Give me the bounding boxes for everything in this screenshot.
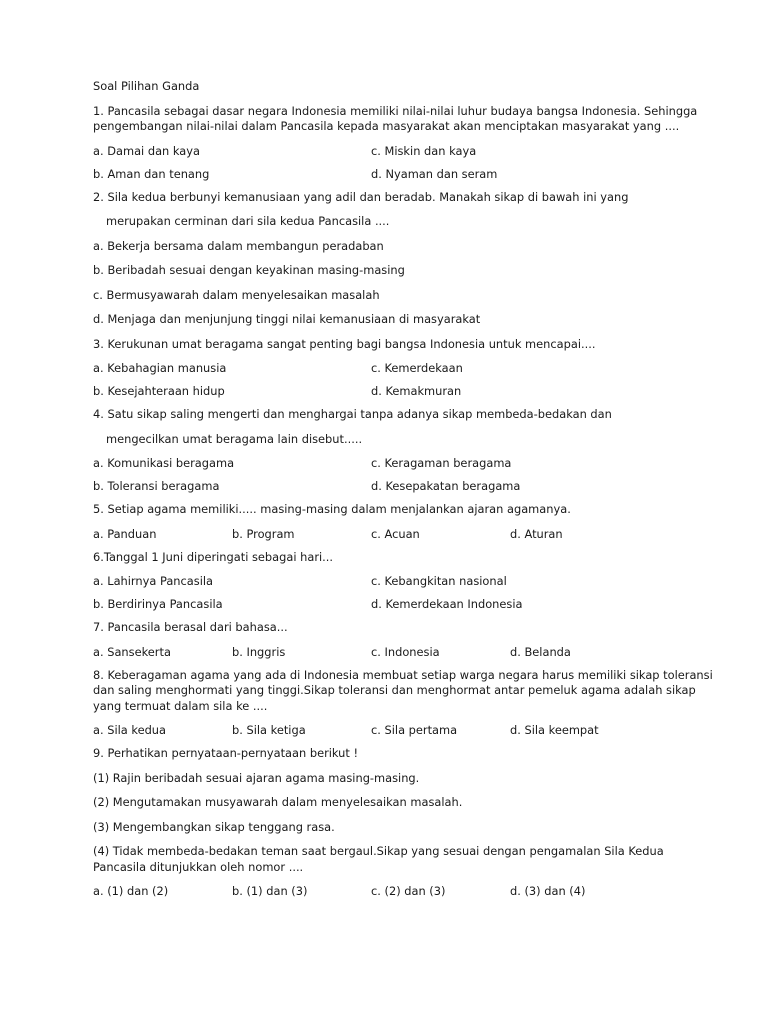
q5-options-row (93, 527, 713, 541)
q4-option-c: c. Keragaman beragama (371, 456, 512, 470)
document-page (93, 79, 713, 907)
q1-options-row-1 (93, 144, 713, 158)
question-3: 3. Kerukunan umat beragama sangat penting bagi bangsa Indonesia untuk mencapai.... (93, 336, 596, 351)
question-1: 1. Pancasila sebagai dasar negara Indonesia memiliki nilai-nilai luhur budaya bangsa Indonesia. Sehingga pengembangan nilai-nilai dalam Pancasila kepada masyarakat akan menciptakan masyarakat yang .... (93, 103, 698, 133)
question-2-line-2: merupakan cerminan dari sila kedua Pancasila .... (106, 214, 390, 228)
document-title: Soal Pilihan Ganda (93, 79, 200, 93)
q4-options-row-2 (93, 479, 713, 493)
q7-option-c: c. Indonesia (371, 644, 440, 659)
q7-option-a: a. Sansekerta (93, 644, 171, 659)
q2-option-a: a. Bekerja bersama dalam membangun peradaban (93, 238, 384, 253)
q7-option-d: d. Belanda (510, 644, 571, 659)
q6-option-d: d. Kemerdekaan Indonesia (371, 597, 523, 611)
q3-option-c: c. Kemerdekaan (371, 361, 463, 375)
q2-option-b: b. Beribadah sesuai dengan keyakinan masing-masing (93, 263, 405, 277)
q3-option-d: d. Kemakmuran (371, 384, 462, 398)
question-5: 5. Setiap agama memiliki..... masing-masing dalam menjalankan ajaran agamanya. (93, 502, 571, 516)
q9-option-a: a. (1) dan (2) (93, 884, 169, 898)
q3-option-a: a. Kebahagian manusia (93, 361, 227, 375)
q4-option-b: b. Toleransi beragama (93, 479, 220, 493)
question-7: 7. Pancasila berasal dari bahasa... (93, 620, 288, 634)
q3-options-row-2 (93, 384, 713, 398)
q9-option-c: c. (2) dan (3) (371, 884, 446, 898)
q9-option-b: b. (1) dan (3) (232, 884, 308, 898)
q9-options-row (93, 884, 713, 898)
q9-option-d: d. (3) dan (4) (510, 884, 586, 898)
q4-option-d: d. Kesepakatan beragama (371, 479, 521, 493)
q8-option-c: c. Sila pertama (371, 723, 458, 737)
q6-option-c: c. Kebangkitan nasional (371, 574, 507, 588)
question-8: 8. Keberagaman agama yang ada di Indonesia membuat setiap warga negara harus memiliki sikap toleransi dan saling menghormati yang tinggi.Sikap toleransi dan menghormat antar pemeluk agama adalah sikap yang termuat dalam sila ke .... (93, 667, 713, 713)
q7-options-row (93, 645, 713, 659)
q8-option-d: d. Sila keempat (510, 723, 599, 737)
q4-options-row-1 (93, 456, 713, 470)
q4-option-a: a. Komunikasi beragama (93, 456, 235, 470)
q5-option-c: c. Acuan (371, 526, 420, 541)
q6-options-row-1 (93, 574, 713, 588)
question-4-line-1: 4. Satu sikap saling mengerti dan menghargai tanpa adanya sikap membeda-bedakan dan (93, 407, 612, 421)
q1-options-row-2 (93, 167, 713, 181)
question-9: 9. Perhatikan pernyataan-pernyataan berikut ! (93, 746, 359, 760)
question-6: 6.Tanggal 1 Juni diperingati sebagai hari... (93, 549, 334, 564)
q6-option-b: b. Berdirinya Pancasila (93, 597, 223, 611)
q9-statement-4: (4) Tidak membeda-bedakan teman saat bergaul.Sikap yang sesuai dengan pengamalan Sila Kedua Pancasila ditunjukkan oleh nomor .... (93, 844, 664, 874)
q2-option-c: c. Bermusyawarah dalam menyelesaikan masalah (93, 287, 380, 302)
q7-option-b: b. Inggris (232, 644, 286, 659)
q2-option-d: d. Menjaga dan menjunjung tinggi nilai kemanusiaan di masyarakat (93, 312, 481, 326)
q8-option-b: b. Sila ketiga (232, 723, 306, 737)
q3-option-b: b. Kesejahteraan hidup (93, 384, 225, 398)
q3-options-row-1 (93, 361, 713, 375)
q6-option-a: a. Lahirnya Pancasila (93, 574, 214, 588)
question-4-line-2: mengecilkan umat beragama lain disebut..... (106, 431, 363, 446)
q8-options-row (93, 723, 713, 737)
q6-options-row-2 (93, 597, 713, 611)
q1-option-c: c. Miskin dan kaya (371, 143, 477, 158)
q9-statement-2: (2) Mengutamakan musyawarah dalam menyelesaikan masalah. (93, 795, 463, 809)
q5-option-a: a. Panduan (93, 526, 157, 541)
q9-statement-1: (1) Rajin beribadah sesuai ajaran agama masing-masing. (93, 770, 420, 785)
q5-option-d: d. Aturan (510, 526, 563, 541)
q5-option-b: b. Program (232, 526, 295, 541)
q1-option-d: d. Nyaman dan seram (371, 166, 498, 181)
question-2-line-1: 2. Sila kedua berbunyi kemanusiaan yang adil dan beradab. Manakah sikap di bawah ini yang (93, 189, 629, 204)
q1-option-a: a. Damai dan kaya (93, 143, 200, 158)
q8-option-a: a. Sila kedua (93, 723, 167, 737)
q1-option-b: b. Aman dan tenang (93, 166, 210, 181)
q9-statement-3: (3) Mengembangkan sikap tenggang rasa. (93, 819, 335, 834)
